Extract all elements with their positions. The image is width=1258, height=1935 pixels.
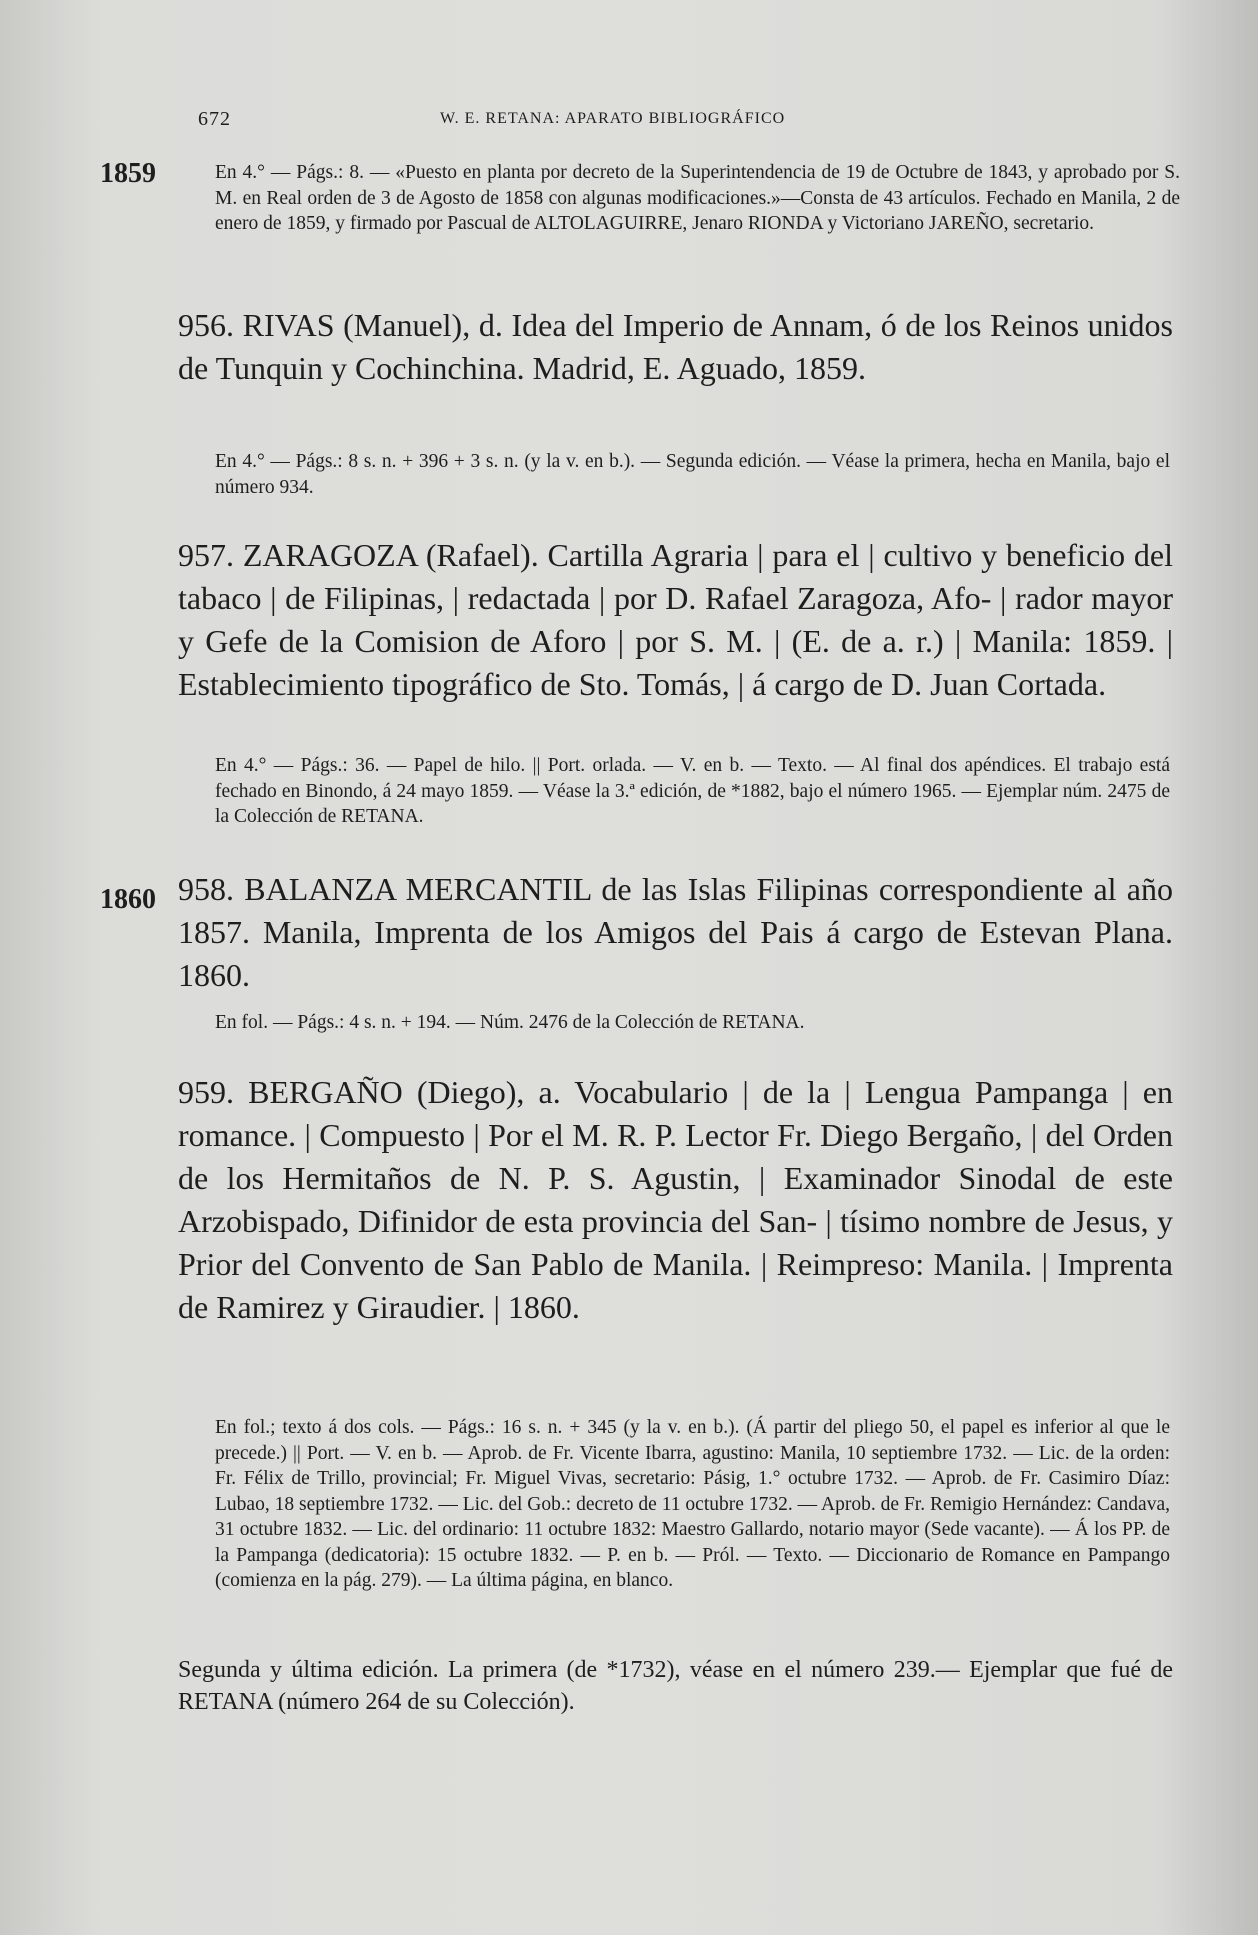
entry-957-note: En 4.° — Págs.: 36. — Papel de hilo. || Port. orlada. — V. en b. — Texto. — Al final dos apéndices. El trabajo está fechado en Binondo, á 24 mayo 1859. — Véase la 3.ª edición, de *1882, bajo el número 1965. — Ejemplar núm. 2475 de la Colección de RETANA. — [215, 755, 1170, 827]
year-marker-1859: 1859 — [100, 158, 156, 189]
entry-958 — [178, 868, 1173, 997]
entry-956 — [178, 304, 1173, 390]
entry-958-note: En fol. — Págs.: 4 s. n. + 194. — Núm. 2476 de la Colección de RETANA. — [215, 1012, 805, 1033]
running-title: W. E. RETANA: APARATO BIBLIOGRÁFICO — [440, 110, 786, 127]
entry-959-closing: Segunda y última edición. La primera (de *1732), véase en el número 239.— Ejemplar que fué de RETANA (número 264 de su Colección). — [178, 1657, 1173, 1715]
entry-959-note: En fol.; texto á dos cols. — Págs.: 16 s. n. + 345 (y la v. en b.). (Á partir del pliego 50, el papel es inferior al que le precede.) || Port. — V. en b. — Aprob. de Fr. Vicente Ibarra, agustino: Manila, 10 septiembre 1732. — Lic. de la orden: Fr. Félix de Trillo, provincial; Fr. Miguel Vivas, secretario: Pásig, 1.° octubre 1732. — Aprob. de Fr. Casimiro Díaz: Lubao, 18 septiembre 1732. — Lic. del Gob.: decreto de 11 octubre 1732. — Aprob. de Fr. Remigio Hernández: Candava, 31 octubre 1832. — Lic. del ordinario: 11 octubre 1832: Maestro Gallardo, notario mayor (Sede vacante). — Á los PP. de la Pampanga (dedicatoria): 15 octubre 1832. — P. en b. — Pról. — Texto. — Diccionario de Romance en Pampango (comienza en la pág. 279). — La última página, en blanco. — [215, 1417, 1170, 1591]
year-marker-1860: 1860 — [100, 884, 156, 915]
entry-959 — [178, 1071, 1173, 1329]
page-number: 672 — [198, 108, 231, 130]
note-1859: En 4.° — Págs.: 8. — «Puesto en planta por decreto de la Superintendencia de 19 de Octubre de 1843, y aprobado por S. M. en Real orden de 3 de Agosto de 1858 con algunas modificaciones.»—Consta de 43 artículos. Fechado en Manila, 2 de enero de 1859, y firmado por Pascual de ALTOLAGUIRRE, Jenaro RIONDA y Victoriano JAREÑO, secretario. — [215, 162, 1180, 234]
entry-957-text: 957. ZARAGOZA (Rafael). Cartilla Agraria | para el | cultivo y beneficio del tabaco | de Filipinas, | redactada | por D. Rafael Zaragoza, Afo- | rador mayor y Gefe de la Comision de Aforo | por S. M. | (E. de a. r.) | Manila: 1859. | Establecimiento tipográfico de Sto. Tomás, | á cargo de D. Juan Cortada. — [178, 537, 1173, 702]
entry-956-text: 956. RIVAS (Manuel), d. Idea del Imperio de Annam, ó de los Reinos unidos de Tunquin y Cochinchina. Madrid, E. Aguado, 1859. — [178, 307, 1173, 386]
entry-959-text: 959. BERGAÑO (Diego), a. Vocabulario | de la | Lengua Pampanga | en romance. | Compuesto | Por el M. R. P. Lector Fr. Diego Bergaño, | del Orden de los Hermitaños de N. P. S. Agustin, | Examinador Sinodal de este Arzobispado, Difinidor de esta provincia del San- | tísimo nombre de Jesus, y Prior del Convento de San Pablo de Manila. | Reimpreso: Manila. | Imprenta de Ramirez y Giraudier. | 1860. — [178, 1074, 1173, 1325]
entry-958-text: 958. BALANZA MERCANTIL de las Islas Filipinas correspondiente al año 1857. Manila, Imprenta de los Amigos del Pais á cargo de Estevan Plana. 1860. — [178, 871, 1173, 993]
entry-957 — [178, 534, 1173, 706]
entry-956-note: En 4.° — Págs.: 8 s. n. + 396 + 3 s. n. (y la v. en b.). — Segunda edición. — Véase la primera, hecha en Manila, bajo el número 934. — [215, 451, 1170, 498]
